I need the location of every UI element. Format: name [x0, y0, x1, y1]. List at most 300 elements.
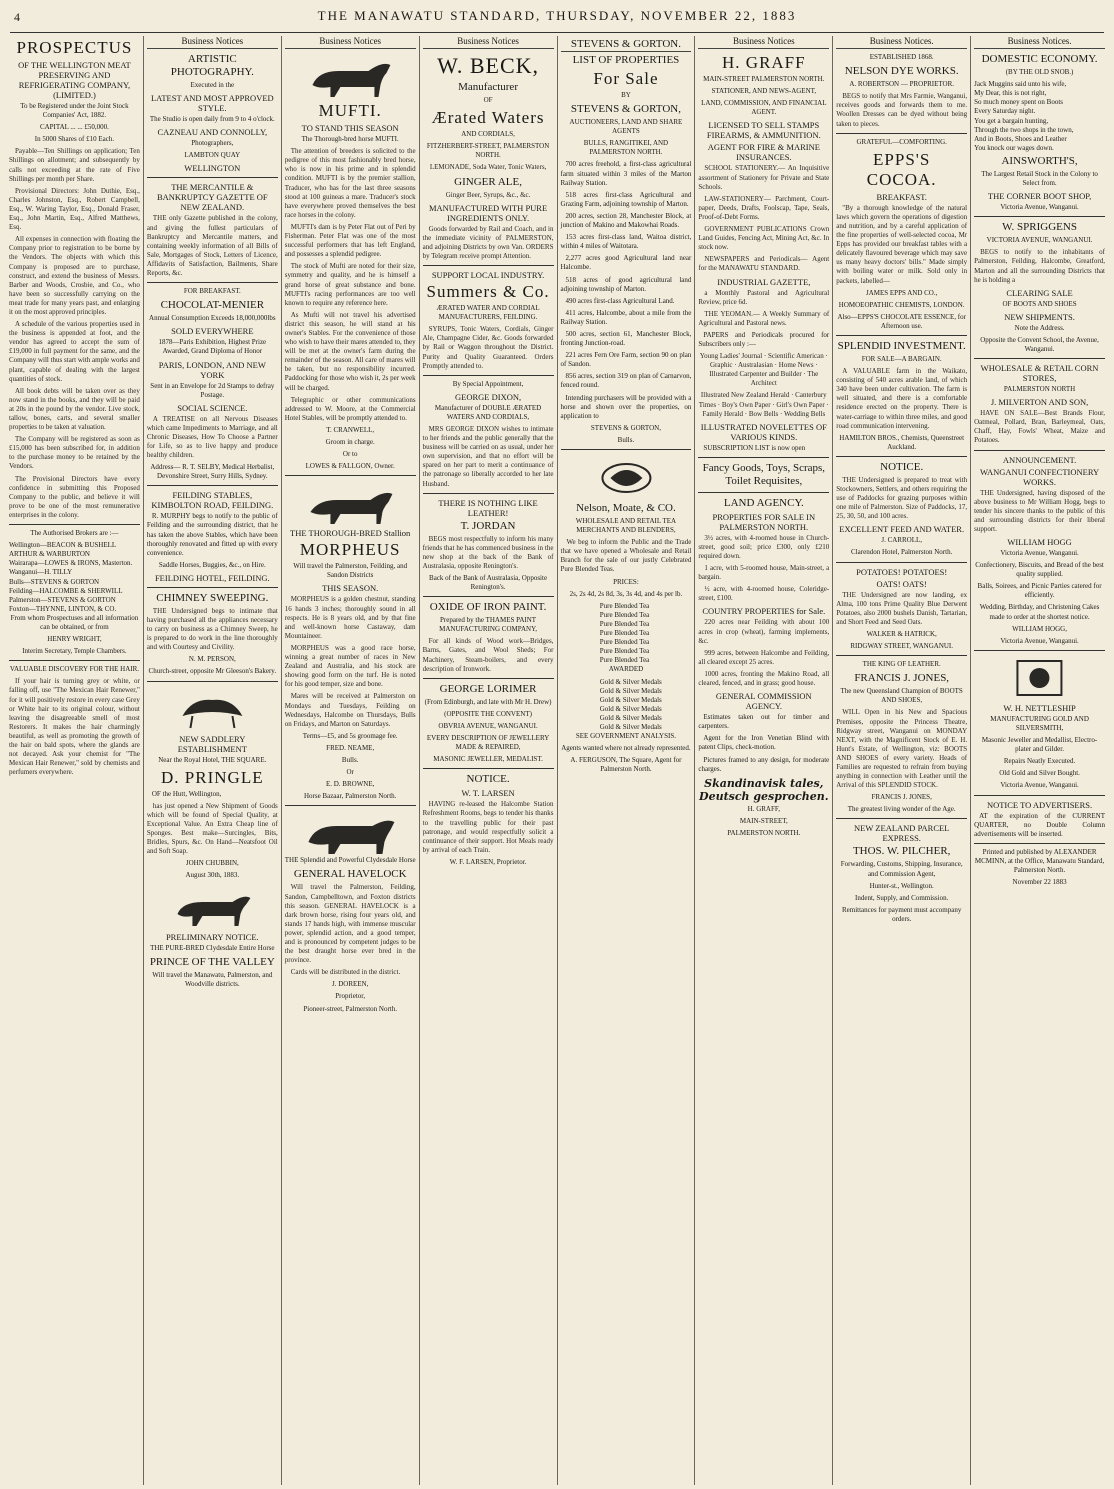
jones-sub: The new Queensland Champion of BOOTS AND SHOES, [840, 687, 963, 705]
executed-line: Executed in the [190, 81, 235, 90]
newspapers-periodicals: NEWSPAPERS and Periodicals— [704, 255, 808, 264]
notice-body: THE Undersigned is prepared to treat with Stockowners, Settlers, and others requiring the use of Paddocks for grazing purposes within one mile of Palmerston. Size of Paddocks, 17, 25, 30, 50, and 100 acres. [836, 475, 968, 521]
excellent-feed: EXCELLENT FEED AND WATER. [839, 524, 965, 535]
pilcher-address: Hunter-st., Wellington. [869, 881, 934, 890]
printed-by: Printed and published by ALEXANDER MCMINN, at the Office, Manawatu Standard, Palmerston North. [974, 847, 1105, 874]
auctioneers: AUCTIONEERS, LAND AND SHARE AGENTS [569, 118, 683, 136]
pure-bred: THE PURE-BRED Clydesdale Entire Horse [150, 943, 275, 952]
columns [6, 36, 1108, 1485]
papers-periodicals: PAPERS and Periodicals procured for Subscribers only :— [698, 330, 830, 348]
industrial-gazette: INDUSTRIAL GAZETTE, [717, 276, 811, 287]
indent-supply: Indent, Supply, and Commission. [855, 893, 949, 902]
closing-note: From whom Prospectuses and all information can be obtained, or from [10, 613, 139, 631]
robertson: A. ROBERTSON — PROPRIETOR. [849, 80, 955, 89]
h-graff: H. GRAFF [722, 53, 806, 73]
oats-body: THE Undersigned are now landing, ex Alma, 100 tons Prime Quality Blue Derwent Potatoes, also 2000 bushels Danish, Tartarian, and Short Feed and Seed Oats. [836, 590, 968, 626]
broker-item: Wairarapa—LOWES & IRONS, Masterton. [9, 559, 133, 568]
mufti-owner: T. CRANWELL, [326, 425, 375, 434]
column-3 [282, 36, 420, 1485]
firm-role: Photographers, [191, 139, 234, 148]
mufti-stand: TO STAND THIS SEASON [301, 123, 399, 134]
beck-body: Goods forwarded by Rail and Coach, and in the immediate vicinity of PALMERSTON, and adjoining Districts by own Van. ORDERS by Telegram receive prompt Attention. [422, 224, 554, 260]
government-publications: GOVERNMENT PUBLICATIONS [704, 225, 807, 234]
property-item: 221 acres Fern Ore Farm, section 90 on plan of Sandon. [560, 351, 692, 369]
w-t-larsen: W. T. LARSEN [461, 788, 515, 799]
epps-body: "By a thorough knowledge of the natural laws which govern the operations of digestion and nutrition, and by a careful application of the fine properties of well-selected cocoa, Mr Epps has provided our breakfast tables with a delicately flavoured beverage which may save us many heavy doctors' bills." Made simply with boiling water or milk. Sold only in packets, labelled— [836, 203, 968, 285]
boots-shoes: OF BOOTS AND SHOES [1002, 299, 1077, 308]
ferguson-agent: A. FERGUSON, The Square, Agent for Palmerston North. [570, 756, 682, 774]
latest-style: LATEST AND MOST APPROVED STYLE. [150, 93, 274, 114]
tea-list [561, 602, 692, 666]
doreen-name: J. DOREEN, [332, 980, 369, 989]
registered-note: To be Registered under the Joint Stock Companies' Act, 1882. [20, 102, 129, 120]
column-header: Business Notices [698, 36, 829, 49]
hogg-address: Victoria Avenue, Wanganui. [1000, 549, 1079, 557]
chubbin-name: JOHN CHUBBIN, [185, 859, 239, 868]
column-header: Business Notices [285, 36, 416, 49]
larsen-body: HAVING re-leased the Halcombe Station Refreshment Rooms, begs to tender his thanks to the travelling public for their past patronage, and would respectfully solicit a continuance of their support. Hot Meals ready by arrival of each Train. [422, 800, 554, 854]
column-2 [144, 36, 282, 1485]
morpheus-body: MORPHEUS is a golden chestnut, standing 16 hands 3 inches; thoroughly sound in all respects. He is 8 years old, and by that fine and well-known horse Castaway, dam Mountaineer. MORPHEUS was a good race horse, winning a great number of races in New Zealand and Australia, and his stock are showing good form on the turf. He is noted for his good temper, size and bone. Mares will be received at Palmerston on Mondays and Tuesdays, Feilding on Wednesdays, Halcombe on Thursdays, Bulls on Fridays, and Marton on Saturdays. [284, 595, 416, 728]
list-of-properties: LIST OF PROPERTIES [572, 54, 680, 66]
column-header: Business Notices [423, 36, 554, 49]
sold-everywhere: SOLD EVERYWHERE [171, 326, 254, 337]
country-properties: COUNTRY PROPERTIES for Sale. [702, 606, 826, 617]
stevens-gorton-heading: STEVENS & GORTON. [561, 38, 692, 52]
oxide-body: For all kinds of Wood work—Bridges, Barns, Gates, and Wool Sheds; For Machinery, Steam-boilers, and every description of Ironwork. [422, 637, 554, 673]
established: ESTABLISHED 1868. [869, 53, 934, 62]
clydesdale-illustration [285, 810, 416, 856]
wanganui-confectionery: WANGANUI CONFECTIONERY WORKS. [979, 466, 1100, 487]
lowes-fallgon: LOWES & FALLGON, Owner. [305, 462, 395, 471]
hair-body: If your hair is turning grey or white, or falling off, use "The Mexican Hair Renewer," for it will positively restore in every case Grey or White hair to its original colour, without leaving the disagreeable smell of most Restorers. It makes the hair charmingly beautiful, as well as promoting the growth of the hair on bald spots, where the glands are not decayed. Ask your chemist for "The Mexican Hair Renewer," sold by chemists and perfumers everywhere. [9, 677, 140, 777]
larsen-proprietor: W. F. LARSEN, Proprietor. [449, 857, 527, 866]
fire-marine: AGENT FOR FIRE & MARINE INSURANCES. [707, 142, 820, 163]
preliminary-notice: PRELIMINARY NOTICE. [165, 931, 259, 942]
homoeopathic: HOMOEOPATHIC CHEMISTS, LONDON. [838, 300, 965, 309]
prospectus-body: Payable—Ten Shillings on application; Ten Shillings on allotment; and subsequently by calls not exceeding at the rate of Five Shillings per month per Share. Provisional Directors: John Duthie, Esq., Charles Johnston, Esq., Robert Campbell, Esq., W. Waring Taylor, Esq., Donald Fraser, Esq., John Martin, Esq., Alfred Matthews, Esq. All expenses in connection with floating the Company prior to registration to be borne by the Vendors. The objects with which this Company is proposed are to purchase, construct, and extend the business of Messrs. Barber and Woods, Crosbie, and Co., who have been so successfully carrying on the meat trade for many years past, and enlarging it on the most approved principles. A schedule of the various properties used in the business is appended at foot, and the vendor has agreed to accept the sum of £19,000 in full payment for the same, and the Company will thus start with ample works and plant, capable of dealing with the largest quantities of stock. All book debts will be taken over as they now stand in the books, and they will be paid at 20s in the pound by the vendor. Live stock, tallow, bones, carts, and several smaller properties to be taken at valuation. The Company will be registered as soon as £15,000 has been subscribed for, in addition to the purchase money to be retained by the Vendors. The Provisional Directors have every confidence in submitting this Proposed Company to the public, and believe it will prove to be one of the most remunerative enterprises in the colony. [9, 147, 140, 519]
old-gold: Old Gold and Silver Bought. [999, 769, 1080, 778]
poem-line: My Dear, this is not right, [974, 89, 1047, 98]
nelson-body: We beg to inform the Public and the Trade that we have opened a Wholesale and Retail Branch for the sale of our justly Celebrated Pure Blended Teas. [560, 538, 692, 574]
estimates: Estimates taken out for timber and carpenters. [698, 713, 830, 731]
property-item: 153 acres first-class land, Waitoa district, within 4 miles of Waitotara. [560, 233, 692, 251]
subscription-list: SUBSCRIPTION LIST is now open [703, 443, 806, 452]
largest-stock: The Largest Retail Stock in the Colony to Select from. [981, 169, 1098, 188]
doreen-address: Pioneer-street, Palmerston North. [303, 1004, 397, 1013]
country-body: 220 acres near Feilding with about 100 acres in crop (wheat), farming implements, &c. 999 acres, between Halcombe and Feilding, all cleared except 25 acres. 1000 acres, fronting the Makino Road, all cleared, fenced, and in grass; good house. [698, 618, 830, 688]
morpheus-heading: MORPHEUS [299, 540, 401, 560]
land-agency-body: 3½ acres, with 4-roomed house in Church-street, good soil; price £300, only £210 required down. 1 acre, with 5-roomed house, Main-street, a bargain. ½ acre, with 4-roomed house, Coleridge-street, £100. [698, 533, 830, 603]
pilcher-role: Forwarding, Customs, Shipping, Insurance, and Commission Agent, [840, 860, 963, 878]
property-item: 518 acres of good agricultural land adjoining township of Marton. [560, 275, 692, 293]
land-agent: LAND, COMMISSION, AND FINANCIAL AGENT. [701, 99, 827, 117]
or-to: Or to [342, 450, 358, 459]
saddle-horses: Saddle Horses, Buggies, &c., on Hire. [158, 560, 266, 569]
medal-item: Gold & Silver Medals [599, 677, 662, 686]
or-line: Or [346, 768, 354, 777]
poem-line: Jack Muggins said unto his wife, [974, 80, 1067, 89]
signer-role: Interim Secretary, Temple Chambers. [22, 647, 127, 656]
fancy-goods: Fancy Goods, Toys, Scraps, Toilet Requisites, [702, 461, 826, 487]
shares: In 5000 Shares of £10 Each. [34, 135, 115, 144]
wedding-cakes: Wedding, Birthday, and Christening Cakes made to order at the shortest notice. [979, 603, 1100, 621]
column-8 [971, 36, 1108, 1485]
nz-parcel-express: NEW ZEALAND PARCEL EXPRESS. [853, 823, 950, 844]
column-5 [558, 36, 696, 1485]
awarded: AWARDED [608, 665, 644, 674]
sg-signature: STEVENS & GORTON, [590, 423, 661, 432]
lorimer-from: (From Edinburgh, and late with Mr H. Drew) [424, 697, 552, 706]
james-epps: JAMES EPPS AND CO., [865, 288, 938, 297]
periodicals-list: Young Ladies' Journal · Scientific American · Graphic · Australasian · Home News · Illustrated Carpenter and Builder · The Architect Illustrated New Zealand Herald · Canterbury Times · Boy's Own Paper · Girl's Own Paper · Family Herald · Bow Bells · Wedding Bells [698, 352, 829, 418]
sweep-address: Church-street, opposite Mr Gleeson's Bakery. [148, 667, 277, 676]
mufti-sub: The Thorough-bred horse MUFTI. [301, 135, 399, 144]
summers-co: Summers & Co. [426, 282, 550, 302]
jewellery-line: EVERY DESCRIPTION OF JEWELLERY MADE & REPAIRED, [426, 734, 550, 752]
remittances: Remittances for payment must accompany orders. [842, 905, 962, 923]
notice-heading: NOTICE. [466, 773, 510, 786]
carroll-name: J. CARROLL, [881, 536, 923, 545]
nettleship: W. H. NETTLESHIP [1003, 702, 1076, 713]
domestic-economy: DOMESTIC ECONOMY. [981, 53, 1098, 66]
tea-emblem [561, 454, 692, 500]
thoroughbred-illustration [285, 480, 416, 526]
balls-soirees: Balls, Soirees, and Picnic Parties catered for efficiently. [977, 582, 1102, 600]
by-old-snob: (BY THE OLD SNOB.) [1005, 68, 1074, 77]
government-analysis: SEE GOVERNMENT ANALYSIS. [575, 732, 676, 741]
of-line: OF [483, 96, 493, 105]
tea-item: Pure Blended Tea [599, 629, 650, 638]
breakfast-heading: FOR BREAKFAST. [183, 287, 241, 296]
poem-line: Through the two shops in the town, [974, 125, 1074, 134]
havelock-body: Will travel the Palmerston, Feilding, Sandon, Campbelltown, and Foxton districts this season. GENERAL HAVELOCK is a dark brown horse, rising four years old, and stands 17 hands high, with immense muscular power, splendid action, and a good temper, and is pronounced by competent judges to be the best draught horse ever bred in the province. Cards will be distributed in the district. [284, 883, 416, 977]
pringle-from: OF the Hutt, Wellington, [151, 789, 222, 798]
social-science-heading: SOCIAL SCIENCE. [177, 402, 248, 413]
murphy-notice: R. MURPHY begs to notify to the public of Feilding and the surrounding district, that he has taken the above Stables, which have been thoroughly renovated and fitted up with every convenience. [146, 512, 278, 557]
wholesale-corn: WHOLESALE & RETAIL CORN STORES, [980, 363, 1099, 384]
property-list [561, 160, 692, 390]
places: BULLS, RANGITIKEI, AND PALMERSTON NORTH. [583, 139, 669, 157]
chimney-sweeping: CHIMNEY SWEEPING. [156, 591, 269, 604]
morpheus-travel: Will travel the Palmerston, Feilding, and Sandon Districts [293, 562, 408, 580]
school-stationery: SCHOOL STATIONERY.— [704, 164, 786, 173]
confectionery-line: Confectionery, Biscuits, and Bread of the best quality supplied. [975, 561, 1104, 579]
column-1 [6, 36, 144, 1485]
king-of-leather: THE KING OF LEATHER. [862, 660, 941, 669]
for-sale-bargain: FOR SALE—A BARGAIN. [861, 354, 942, 363]
mufti-body: The attention of breeders is solicited to the pedigree of this most fashionably bred horse, who is now in his prime and in splendid condition. MUFTI is by the premier stallion, Traducer, who has for the last three seasons stood at 100 guineas a mare. Traducer's stock have everywhere proved themselves the best race horses in the colony. MUFTI's dam is by Peter Flat out of Peri by Fisherman. Peter Flat was one of the most successful performers that has left England, and possesses a splendid pedigree. The stock of Mufti are noted for their size, symmetry and quality, and he is himself a grand horse of great substance and bone. MUFTI's racing performances are too well known to require any reference here. As Mufti will not travel his advertised district this season, he will stand at his owner's Stables. For the convenience of those who wish to have their mares attended to, they will be met at the owner's farm during the remainder of the season. All care of mares will be taken, but no responsibility incurred. Paddocking for those who wish it, 2s per week will be charged. Telegraphic or other communications addressed to W. Moore, at the Commercial Hotel Stables, will be promptly attended to. [284, 147, 416, 422]
tea-item: Pure Blended Tea [599, 638, 650, 647]
lorimer-address: OBVRIA AVENUE, WANGANUI. [438, 721, 538, 730]
this-season: THIS SEASON. [322, 583, 379, 594]
investment-body: A VALUABLE farm in the Waikato, consisting of 540 acres arable land, of which 340 have been under cultivation. The farm is well situated, and there is a comfortable residence erected on the property. There is water-carriage to within three miles, and good road communication intervening. [836, 367, 968, 430]
stamps-note: Sent in an Envelope for 2d Stamps to defray Postage. [150, 381, 275, 399]
spriggens-body: BEGS to notify to the inhabitants of Palmerston, Feilding, Halcombe, Greatford, Marton and all the surrounding Districts that he is holding a [974, 248, 1105, 284]
gazette-heading: THE MERCANTILE & BANKRUPTCY GAZETTE OF NEW ZEALAND. [156, 182, 268, 213]
tea-item: Pure Blended Tea [599, 610, 650, 619]
prince-travel: Will travel the Manawatu, Palmerston, and Woodville districts. [152, 970, 273, 988]
convent-school: Opposite the Convent School, the Avenue, Wanganui. [980, 335, 1099, 353]
hamilton-bros: HAMILTON BROS., Chemists, Queenstreet Auckland. [839, 433, 965, 451]
epps-chocolate: Also—EPPS'S CHOCOLATE ESSENCE, for Afternoon use. [837, 312, 966, 330]
social-body: A TREATISE on all Nervous Diseases which came Impediments to Marriage, and all Chronic Diseases, How To Choose a Partner for Life, so as to live happy and produce healthy children. [146, 414, 278, 460]
annual-consumption: Annual Consumption Exceeds 18,000,000lbs [149, 314, 276, 323]
manufacturer: Manufacturer [458, 81, 518, 94]
property-item: 500 acres, section 61, Manchester Block, fronting Junction-road. [560, 329, 692, 348]
milverton-body: HAVE ON SALE—Best Brands Flour, Oatmeal, Pollard, Bran, Barleymeal, Oats, Chaff, Hay, Fowls' Wheat, Maize and Potatoes. [974, 409, 1105, 445]
property-item: 411 acres, Halcombe, about a mile from the Railway Station. [560, 308, 692, 326]
newspaper-title: THE MANAWATU STANDARD, THURSDAY, NOVEMBER 22, 1883 [317, 8, 797, 23]
chocolat-menier: CHOCOLAT-MENIER [160, 299, 265, 312]
beck-list-2: Ginger Beer, Syrups, &c., &c. [445, 190, 531, 199]
graff-town: PALMERSTON NORTH. [727, 828, 801, 837]
cordials: AND CORDIALS, [461, 130, 515, 139]
thoroughbred-stallion: THE THOROUGH-BRED Stallion [290, 528, 411, 539]
dixon-body: MRS GEORGE DIXON wishes to intimate to her friends and the public generally that the business will be carried on as usual, under her own supervision, and that no effort will be spared on her part to merit a continuance of the patronage so liberally accorded to her late Husband. [422, 424, 554, 488]
jordan-address: Back of the Bank of Australasia, Opposite Renington's. [429, 574, 548, 592]
oxide-prepared-by: Prepared by the THAMES PAINT MANUFACTURING COMPANY, [439, 616, 537, 634]
properties-for-sale: PROPERTIES FOR SALE IN PALMERSTON NORTH. [712, 511, 816, 532]
pringle-name: D. PRINGLE [161, 767, 264, 787]
jones-tail: The greatest living wonder of the Age. [847, 805, 956, 814]
poem-line: Every Saturday night. [974, 107, 1036, 116]
skandinavisk: Skandinavisk tales, Deutsch gesprochen. [699, 776, 829, 803]
beck-address: FITZHERBERT-STREET, PALMERSTON NORTH. [426, 142, 550, 160]
nelson-moate: Nelson, Moate, & CO. [576, 502, 676, 514]
tea-item: Pure Blended Tea [599, 647, 650, 656]
breakfast: BREAKFAST. [876, 191, 927, 202]
havelock-intro: THE Splendid and Powerful Clydesdale Horse [284, 856, 416, 865]
price-line: 2s, 2s 4d, 2s 8d, 3s, 3s 4d, and 4s per lb. [569, 589, 683, 598]
fred-role: Bulls. [341, 755, 359, 764]
firm-city: WELLINGTON [184, 163, 241, 174]
page-number: 4 [14, 10, 20, 24]
by-line: BY [621, 91, 631, 99]
morpheus-terms: Terms—£5, and 5s groomage fee. [302, 731, 398, 740]
mufti-heading: MUFTI. [318, 101, 382, 121]
poem [974, 80, 1105, 153]
firm-address: LAMBTON QUAY [184, 151, 241, 160]
column-header: Business Notices [147, 36, 278, 49]
walker-address: RIDGWAY STREET, WANGANUI. [850, 642, 954, 651]
exhibition-note: 1878—Paris Exhibition, Highest Prize Awarded, Grand Diploma of Honor [158, 338, 267, 356]
announcement: ANNOUNCEMENT. [1002, 454, 1077, 465]
note-address: Note the Address. [1014, 323, 1065, 332]
graff-body: SCHOOL STATIONERY.— An Inquisitive assortment of Stationery for Private and State Schools. LAW-STATIONERY— Parchment, Court-paper, Deeds, Drafts, Foolscap, Tape, Seals, Proof-of-Debt Forms. GOVERNMENT PUBLICATIONS Crown Land Guides, Fencing Act, Mining Act, &c. In stock now. NEWSPAPERS and Periodicals— Agent for the MANAWATU STANDARD. [698, 164, 830, 273]
printed-date: November 22 1883 [1012, 878, 1067, 887]
broker-item: Wanganui—H. TILLY [9, 568, 73, 577]
ginger-ale: GINGER ALE, [454, 175, 522, 188]
hogg-signature-address: Victoria Avenue, Wanganui. [1000, 636, 1079, 645]
lorimer-location: (OPPOSITE THE CONVENT) [444, 709, 532, 718]
tea-item: Pure Blended Tea [599, 619, 650, 628]
dixon-role: Manufacturer of DOUBLE ÆRATED WATERS AND CORDIALS, [434, 403, 542, 421]
general-commission: GENERAL COMMISSION AGENCY. [715, 691, 812, 712]
corner-boot-shop: THE CORNER BOOT SHOP, [987, 191, 1092, 202]
confectionery-body: THE Undersigned, having disposed of the above business to Mr William Hogg, begs to tender his sincere thanks to the public of this and surrounding districts for their liberal support. [974, 488, 1105, 533]
column-4 [420, 36, 558, 1485]
company-name: OF THE WELLINGTON MEAT PRESERVING AND REFRIGERATING COMPANY, (LIMITED.) [18, 60, 131, 100]
spriggens-address: VICTORIA AVENUE, WANGANUI. [986, 236, 1093, 245]
medal-item: Gold & Silver Medals [599, 686, 662, 695]
gazette-body: THE only Gazette published in the colony, and giving the fullest particulars of Bankruptcy and Mercantile matters, and containing weekly information of all Bills of Sale, Mortgages of Stock, Letters of Licence, Affidavits of Satisfaction, Bailments, Share Reports, &c. [146, 214, 278, 278]
new-shipments: NEW SHIPMENTS. [1004, 311, 1075, 322]
epps-cocoa: EPPS'S COCOA. [866, 149, 937, 189]
beck-list: LEMONADE, Soda Water, Tonic Waters, [429, 163, 547, 172]
oats: OATS! OATS! [876, 578, 927, 589]
general-havelock: GENERAL HAVELOCK [293, 868, 407, 881]
signer: HENRY WRIGHT, [47, 635, 102, 644]
medal-item: Gold & Silver Medals [599, 722, 662, 731]
stables-heading: FEILDING STABLES, KIMBOLTON ROAD, FEILDING. [151, 490, 274, 511]
law-stationery: LAW-STATIONERY— [704, 194, 771, 203]
broker-item: Feilding—HALCOMBE & SHERWILL [9, 586, 123, 595]
poem-line: And in Boots, Shoes and Leather [974, 134, 1067, 143]
stationer: STATIONER, AND NEWS-AGENT, [711, 87, 817, 96]
brokers-heading: The Authorised Brokers are :— [30, 529, 119, 538]
gazette-note: a Monthly Pastoral and Agricultural Review, price 6d. THE YEOMAN.— A Weekly Summary of Agricultural and Pastoral news. [698, 288, 830, 327]
milverton: J. MILVERTON AND SON, [990, 397, 1089, 408]
george-dixon: GEORGE DIXON, [455, 391, 522, 402]
t-jordan: T. JORDAN [460, 519, 516, 532]
francis-jones: FRANCIS J. JONES, [854, 672, 950, 685]
poem-line: You get a bargain hunting, [974, 116, 1049, 125]
oxide-of-iron-paint: OXIDE OF IRON PAINT. [429, 601, 547, 614]
broker-item: Foxton—THYNNE, LINTON, & CO. [9, 604, 117, 613]
artistic-heading: ARTISTIC PHOTOGRAPHY. [170, 53, 254, 79]
masthead [10, 4, 1104, 33]
capital: CAPITAL ... ... £50,000. [39, 123, 109, 132]
the-yeoman: THE YEOMAN.— [704, 309, 760, 318]
repairs: Repairs Neatly Executed. [1003, 757, 1076, 766]
doreen-role: Proprietor, [335, 992, 366, 1001]
prince-of-the-valley: PRINCE OF THE VALLEY [149, 955, 275, 968]
stevens-gorton: STEVENS & GORTON, [570, 103, 681, 116]
corner-sub: Victoria Avenue, Wanganui. [1000, 203, 1079, 212]
appointment: By Special Appointment, [452, 379, 524, 388]
pringle-body: has just opened a New Shipment of Goods which will be found of Special Quality, at Exceptional Value. An Extra Cheap line of Sponges. Best make—Surcingles, Bits, Bridles, Spurs, &c. On Hand—Neatsfoot Oil and Soft Soap. [146, 801, 278, 856]
nelson-sub: WHOLESALE AND RETAIL TEA MERCHANTS AND BLENDERS, [575, 517, 677, 535]
studio-hours: The Studio is open daily from 9 to 4 o'clock. [149, 115, 275, 124]
bulls: Bulls. [617, 435, 635, 444]
selby-address: Address— R. T. SELBY, Medical Herbalist, Devonshire Street, Surry Hills, Sydney. [150, 463, 275, 481]
prices-heading: PRICES: [613, 577, 639, 586]
palmerston: PALMERSTON NORTH [1003, 385, 1076, 394]
silversmith-emblem [974, 655, 1105, 701]
property-item: 2,277 acres good Agricultural land near Halcombe. [560, 254, 692, 272]
column-header: Business Notices. [974, 36, 1105, 49]
notice-to-advertisers: NOTICE TO ADVERTISERS. [986, 799, 1093, 810]
tea-item: Pure Blended Tea [599, 656, 650, 665]
broker-item: Wellington—BEACON & BUSHELL [9, 541, 117, 550]
novelettes: ILLUSTRATED NOVELETTES OF VARIOUS KINDS. [700, 421, 827, 442]
hogg-signature: WILLIAM HOGG, [1012, 624, 1067, 633]
jones-body: WILL Open in his New and Spacious Premises, opposite the Princess Theatre, Ridgway street, Wanganui on MONDAY NEXT, with the Magnificent Stock of E. H. Hunt's Estate, of Wellington, viz: BOOTS AND SHOES of every variety. Heads of Families are requested to refrain from buying anything in connection with Leather until the Arrival of this SPLENDID STOCK. [836, 708, 968, 790]
splendid-investment: SPLENDID INVESTMENT. [837, 339, 966, 352]
leather-heading: THERE IS NOTHING LIKE LEATHER! [438, 497, 538, 518]
george-lorimer: GEORGE LORIMER [439, 682, 537, 695]
notice: NOTICE. [880, 460, 924, 473]
sweep-name: N. M. PERSON, [188, 655, 236, 664]
carroll-address: Clarendon Hotel, Palmerston North. [851, 548, 953, 557]
spriggens: W. SPRIGGENS [1002, 221, 1077, 234]
hair-heading: VALUABLE DISCOVERY FOR THE HAIR. [9, 665, 140, 674]
pictures-framed: Pictures framed to any design, for moderate charges. [698, 755, 830, 773]
nettleship-sub: MANUFACTURING GOLD AND SILVERSMITH, [990, 714, 1089, 732]
cities-line: PARIS, LONDON, AND NEW YORK [158, 359, 266, 380]
intending-purchasers: Intending purchasers will be provided with a horse and shown over the properties, on application to [560, 393, 692, 420]
potatoes: POTATOES! POTATOES! [856, 566, 948, 577]
broker-item: Palmerston—STEVENS & GORTON [9, 595, 116, 604]
mufti-groom: Groom in charge. [325, 438, 375, 446]
sweep-body: THE Undersigned begs to intimate that having purchased all the appliances necessary to carry on business as a Chimney Sweep, he is prepared to do work in the line thoroughly and with Courtesy and Civility. [146, 606, 278, 652]
walker-hatrick: WALKER & HATRICK, [866, 629, 937, 638]
broker-item: Bulls—STEVENS & GORTON [9, 577, 100, 586]
column-7 [833, 36, 971, 1485]
pure-ingredients: MANUFACTURED WITH PURE INGREDIENTS ONLY. [428, 202, 548, 223]
property-item: 518 acres first-class Agricultural and Grazing Farm, adjoining township of Marton. [560, 190, 692, 208]
browne-address: Horse Bazaar, Palmerston North. [303, 792, 397, 801]
medal-item: Gold & Silver Medals [599, 704, 662, 713]
medal-list [561, 678, 692, 733]
iron-venetian: Agent for the Iron Venetian Blind with patent Clips, check-motion. [698, 734, 830, 752]
fred-neame: FRED. NEAME, [326, 743, 375, 752]
graff-street: MAIN-STREET, [739, 816, 788, 825]
chubbin-date: August 30th, 1883. [185, 871, 240, 880]
jordan-body: BEGS most respectfully to inform his many friends that he has commenced business in the new shop at the back of the Bank of Australasia, opposite Renington's. [422, 534, 554, 570]
william-hogg: WILLIAM HOGG [1007, 537, 1072, 547]
graff-sub: MAIN-STREET PALMERSTON NORTH. [703, 75, 825, 84]
saddlery-heading: NEW SADDLERY ESTABLISHMENT [177, 733, 247, 754]
horse-mufti-illustration [285, 53, 416, 99]
property-item: 700 acres freehold, a first-class agricultural farm situated within 3 miles of the Marton Railway Station. [560, 160, 692, 187]
saddlery-location: Near the Royal Hotel, THE SQUARE. [158, 755, 267, 764]
nelson-dye-works: NELSON DYE WORKS. [844, 65, 959, 78]
jones-signature: FRANCIS J. JONES, [871, 793, 932, 802]
for-sale: For Sale [593, 69, 659, 88]
column-6 [695, 36, 833, 1485]
victoria-avenue: Victoria Avenue, Wanganui. [1000, 781, 1079, 790]
licensed-stamps: LICENSED TO SELL STAMPS FIREARMS, & AMMUNITION. [706, 120, 821, 141]
clearing-sale: CLEARING SALE [1006, 287, 1073, 298]
poem-line: So much money spent on Boots [974, 98, 1063, 107]
support-local: SUPPORT LOCAL INDUSTRY. [431, 270, 545, 281]
ainsworths: AINSWORTH'S, [1001, 154, 1078, 167]
property-item: 490 acres first-class Agricultural Land. [565, 296, 675, 305]
photographers-firm: CAZNEAU AND CONNOLLY, [157, 127, 268, 138]
summers-sub: ÆRATED WATER AND CORDIAL MANUFACTURERS, FEILDING. [436, 304, 540, 322]
browne-name: E. D. BROWNE, [325, 780, 375, 789]
property-item: 856 acres, section 319 on plan of Carnarvon, fenced round. [560, 372, 692, 390]
land-agency: LAND AGENCY. [723, 496, 804, 509]
masonic-jeweller: Masonic Jeweller and Medallist, Electro-plater and Gilder. [981, 736, 1098, 754]
medal-item: Gold & Silver Medals [599, 695, 662, 704]
horse-illustration [147, 884, 278, 930]
grateful-comforting: GRATEFUL—COMFORTING. [856, 137, 947, 146]
broker-item: ARTHUR & WARBURTON [9, 550, 90, 559]
prospectus-heading: PROSPECTUS [16, 38, 133, 57]
feilding-hotel: FEILDING HOTEL, FEILDING. [154, 572, 270, 583]
current-quarter: AT the expiration of the CURRENT QUARTER, no Double Column advertisements will be inserted. [974, 811, 1105, 838]
summers-body: SYRUPS, Tonic Waters, Cordials, Ginger Ale, Champagne Cider, &c. Goods forwarded by Rail or Waggon throughout the District. Purity and Quality Guaranteed. Orders Promptly attended to. [422, 325, 554, 370]
aerated-waters: Ærated Waters [431, 108, 545, 128]
medal-item: Gold & Silver Medals [599, 713, 662, 722]
saddle-illustration [147, 686, 278, 732]
graff-signature: H. GRAFF, [747, 804, 780, 813]
dye-body: BEGS to notify that Mrs Farmie, Wanganui, receives goods and forwards them to me. Woollen Dresses can be dyed without being taken to pieces. [836, 92, 968, 128]
agents-wanted: Agents wanted where not already represented. [561, 744, 691, 753]
